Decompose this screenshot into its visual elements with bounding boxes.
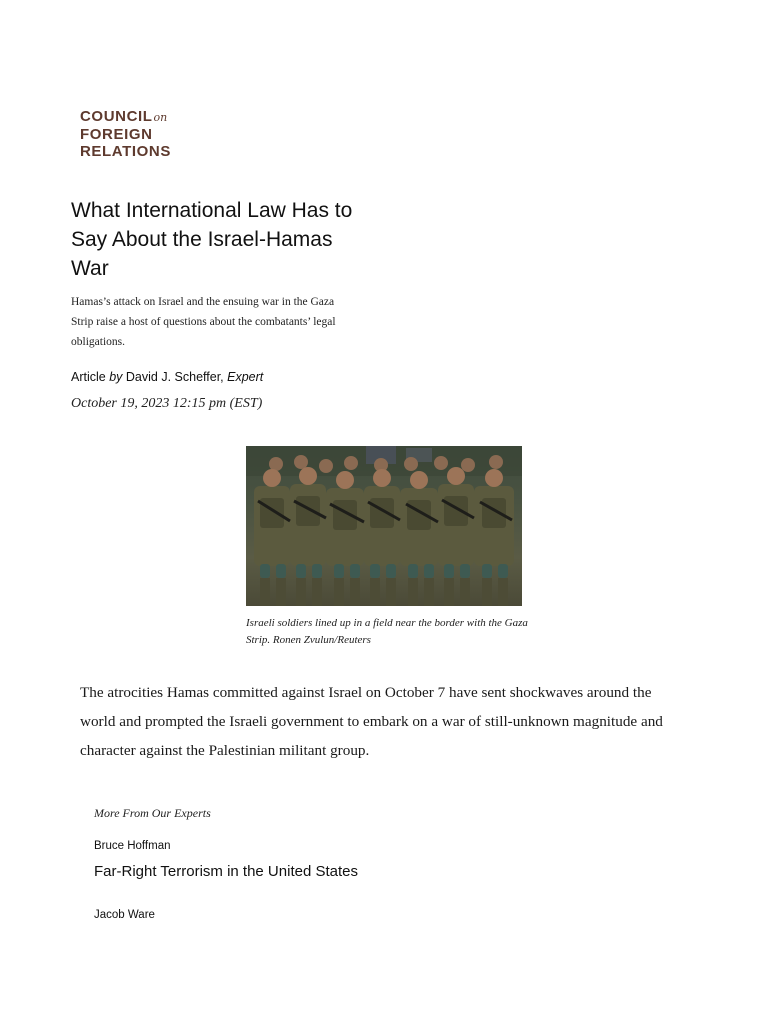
author-role: Expert: [227, 370, 264, 384]
logo-word-relations: RELATIONS: [80, 143, 171, 160]
article-summary: Hamas’s attack on Israel and the ensuing war in the Gaza Strip raise a host of questions about the combatants’ legal obligations.: [71, 296, 336, 348]
byline: Article by David J. Scheffer, Expert: [71, 370, 264, 384]
article-title: What International Law Has to Say About the Israel-Hamas War: [71, 199, 353, 280]
byline-by: by: [109, 370, 123, 384]
article-photo: [246, 446, 522, 606]
article-body-paragraph: The atrocities Hamas committed against Israel on October 7 have sent shockwaves around the world and prompted the Israeli government to embark on a war of still-unknown magnitude and character against the Palestinian militant group.: [80, 684, 663, 759]
logo-word-on: on: [153, 111, 168, 124]
photo-caption: Israeli soldiers lined up in a field near the border with the Gaza Strip. Ronen Zvulun/Reuters: [246, 617, 528, 646]
publish-date: October 19, 2023 12:15 pm (EST): [71, 396, 263, 411]
expert-name[interactable]: Jacob Ware: [94, 909, 155, 921]
logo-word-council: COUNCIL: [80, 108, 153, 125]
expert-article-link[interactable]: Far-Right Terrorism in the United States: [94, 863, 358, 880]
soldiers-illustration: [246, 446, 522, 606]
cfr-logo[interactable]: [80, 108, 171, 160]
more-from-experts: [94, 806, 594, 921]
logo-word-foreign: FOREIGN: [80, 126, 153, 143]
expert-name[interactable]: Bruce Hoffman: [94, 840, 171, 852]
more-from-experts-heading: More From Our Experts: [94, 806, 211, 820]
author-link[interactable]: David J. Scheffer: [125, 370, 221, 384]
article-type-label: Article: [71, 370, 106, 384]
